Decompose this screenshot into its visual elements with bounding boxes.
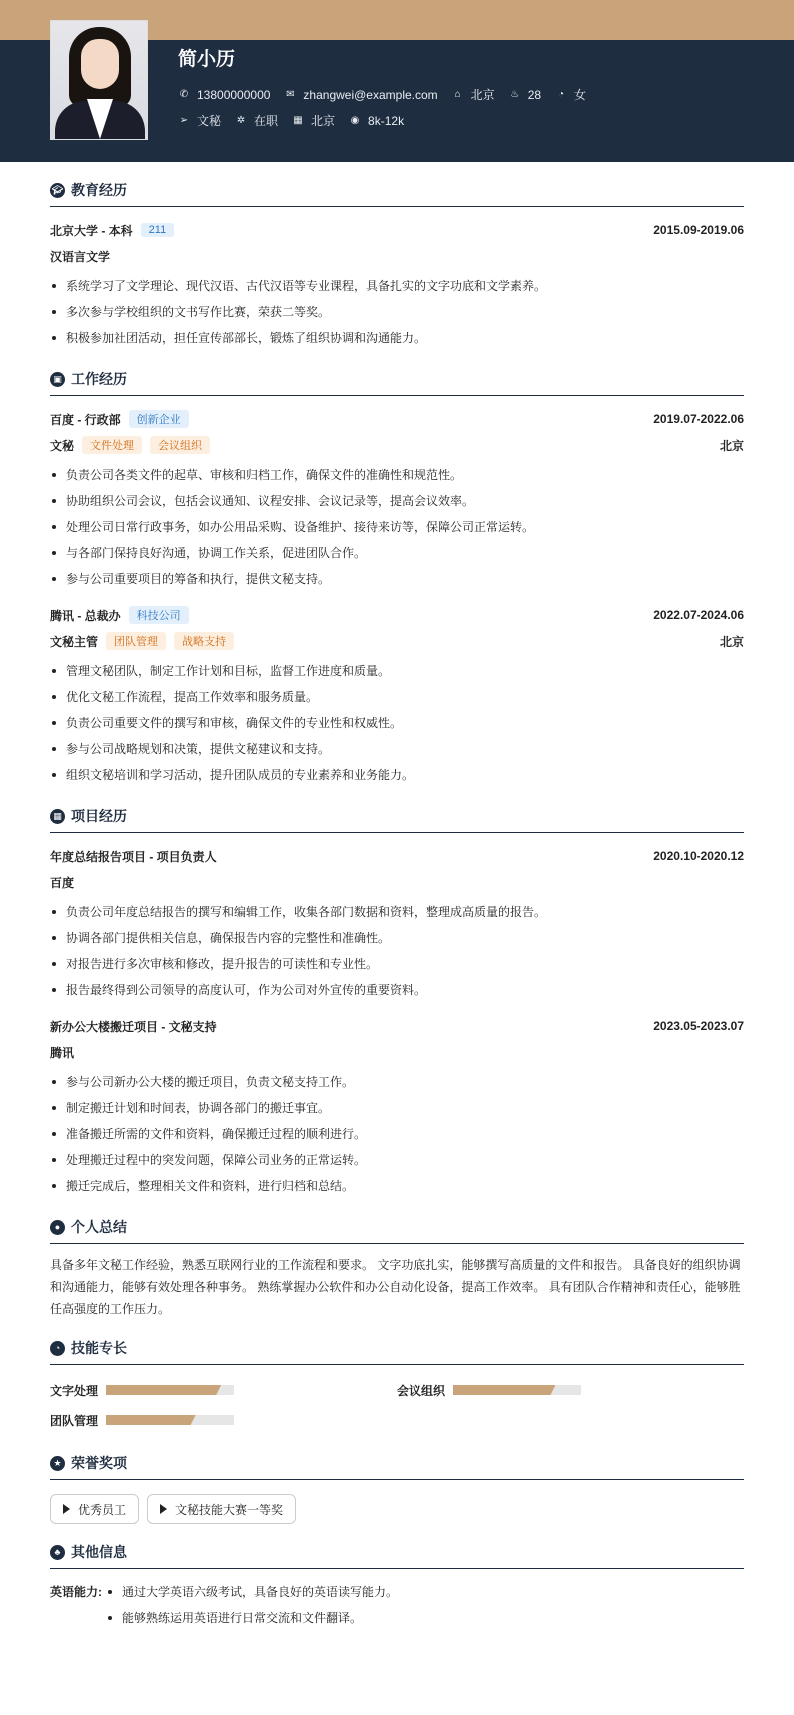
summary-text: 具备多年文秘工作经验，熟悉互联网行业的工作流程和要求。 文字功底扎实，能够撰写高质量的文件和报告。 具备良好的组织协调和沟通能力，能够有效处理各种事务。 熟练掌握办公软件和办公自动化设备，提高工作效率。 具有团队合作精神和责任心，能够胜任高强度的工作压力。 [50,1258,741,1316]
awards-section [50,1453,744,1524]
email-item: ✉ zhangwei@example.com [286,87,438,102]
list-item: 对报告进行多次审核和修改，提升报告的可读性和专业性。 [50,951,744,977]
job-role: 文秘 [50,438,75,453]
list-item: 协助组织公司会议，包括会议通知、议程安排、会议记录等，提高会议效率。 [50,488,744,514]
project-name: 新办公大楼搬迁项目 - 文秘支持 [50,1019,217,1034]
summary-section [50,1217,744,1320]
location-item: ⌂ 北京 [452,86,495,103]
section-title: 🎓︎ 教育经历 [50,180,744,207]
education-entry [50,217,744,351]
major: 汉语言文学 [50,249,111,264]
project-org: 腾讯 [50,1045,75,1060]
list-item: 负责公司各类文件的起草、审核和归档工作，确保文件的准确性和规范性。 [50,462,744,488]
list-item: 组织文秘培训和学习活动，提升团队成员的专业素养和业务能力。 [50,762,744,788]
skill-bar-fill [106,1385,221,1395]
project-period: 2020.10-2020.12 [653,849,744,863]
award-item: 文秘技能大赛一等奖 [147,1494,296,1524]
project-entry [50,1013,744,1199]
skill-item [50,1405,397,1435]
graduation-cap-icon: 🎓︎ [50,183,65,198]
awards-list [50,1494,744,1524]
resume-body [0,180,794,1631]
school-name: 北京大学 - 本科 [50,223,133,238]
section-title: ★ 荣誉奖项 [50,1453,744,1480]
award-item: 优秀员工 [50,1494,139,1524]
medal-icon: ★ [50,1456,65,1471]
position-item: ➢ 文秘 [179,114,222,128]
city-item: ▦ 北京 [293,114,336,128]
list-item: 负责公司重要文件的撰写和审核，确保文件的专业性和权威性。 [50,710,744,736]
skill-tag: 战略支持 [174,632,234,650]
other-info [50,1579,744,1631]
play-icon [160,1504,167,1514]
project-period: 2023.05-2023.07 [653,1019,744,1033]
list-item: 协调各部门提供相关信息，确保报告内容的完整性和准确性。 [50,925,744,951]
skills-list [50,1375,744,1435]
job-entry [50,406,744,592]
chart-icon: ◔ [50,1341,65,1356]
company-name: 百度 - 行政部 [50,412,121,427]
company-name: 腾讯 - 总裁办 [50,608,121,623]
list-item: 管理文秘团队，制定工作计划和目标，监督工作进度和质量。 [50,658,744,684]
company-tag: 创新企业 [129,410,189,428]
section-title: ● 个人总结 [50,1217,744,1244]
send-icon: ➢ [179,114,189,126]
section-title: ▦ 项目经历 [50,806,744,833]
mail-icon: ✉ [286,88,295,100]
list-item: 积极参加社团活动，担任宣传部部长，锻炼了组织协调和沟通能力。 [50,325,744,351]
list-item: 优化文秘工作流程，提高工作效率和服务质量。 [50,684,744,710]
play-icon [63,1504,70,1514]
projects-section [50,806,744,1199]
other-section [50,1542,744,1631]
list-item: 与各部门保持良好沟通，协调工作关系，促进团队合作。 [50,540,744,566]
section-title: ◔ 技能专长 [50,1338,744,1365]
skill-bar [106,1385,234,1395]
user-icon: ● [50,1220,65,1235]
profile-photo [50,20,148,140]
skill-bar-fill [106,1415,196,1425]
list-item: 制定搬迁计划和时间表，协调各部门的搬迁事宜。 [50,1095,744,1121]
people-icon: ♣ [50,1545,65,1560]
list-item: 报告最终得到公司领导的高度认可，作为公司对外宣传的重要资料。 [50,977,744,1003]
candidate-name: 简小历 [178,49,236,70]
section-title: ♣ 其他信息 [50,1542,744,1569]
list-item: 准备搬迁所需的文件和资料，确保搬迁过程的顺利进行。 [50,1121,744,1147]
section-title: ▣ 工作经历 [50,369,744,396]
project-bullets [50,1069,744,1199]
home-icon: ⌂ [454,88,461,100]
job-city: 北京 [719,438,744,453]
skill-bar-fill [453,1385,555,1395]
project-org: 百度 [50,875,75,890]
project-entry [50,843,744,1003]
skills-section [50,1338,744,1435]
coin-icon: ◉ [350,114,360,126]
age-item: ♨ 28 [510,87,542,102]
contact-row [178,86,600,103]
job-role: 文秘主管 [50,634,99,649]
list-item: 参与公司重要项目的筹备和执行，提供文秘支持。 [50,566,744,592]
skill-item [397,1375,744,1405]
list-item: 处理搬迁过程中的突发问题，保障公司业务的正常运转。 [50,1147,744,1173]
list-item: 系统学习了文学理论、现代汉语、古代汉语等专业课程，具备扎实的文字功底和文学素养。 [50,273,744,299]
list-item: 能够熟练运用英语进行日常交流和文件翻译。 [106,1605,398,1631]
list-item: 处理公司日常行政事务，如办公用品采购、设备维护、接待来访等，保障公司正常运转。 [50,514,744,540]
skill-tag: 会议组织 [150,436,210,454]
education-period: 2015.09-2019.06 [653,223,744,237]
phone-item: ✆ 13800000000 [179,87,271,102]
job-bullets [50,462,744,592]
cake-icon: ♨ [510,88,520,100]
building-icon: ▦ [293,114,303,126]
job-city: 北京 [719,634,744,649]
education-section [50,180,744,351]
list-item: 通过大学英语六级考试，具备良好的英语读写能力。 [106,1579,398,1605]
school-tag: 211 [141,223,175,237]
skill-tag: 团队管理 [106,632,166,650]
skill-item [50,1375,397,1405]
list-item: 搬迁完成后，整理相关文件和资料，进行归档和总结。 [50,1173,744,1199]
company-tag: 科技公司 [129,606,189,624]
job-bullets [50,658,744,788]
skill-label: 文字处理 [50,1383,99,1398]
list-item: 参与公司战略规划和决策，提供文秘建议和支持。 [50,736,744,762]
job-intent-row [178,112,418,129]
grid-icon: ▦ [50,809,65,824]
job-period: 2022.07-2024.06 [653,608,744,622]
status-icon: ✲ [236,114,246,126]
list-item: 多次参与学校组织的文书写作比赛，荣获二等奖。 [50,299,744,325]
gender-icon: ◔ [558,88,565,100]
english-bullets [106,1579,398,1631]
list-item: 负责公司年度总结报告的撰写和编辑工作，收集各部门数据和资料，整理成高质量的报告。 [50,899,744,925]
skill-bar [106,1415,234,1425]
project-name: 年度总结报告项目 - 项目负责人 [50,849,217,864]
resume-header [0,40,794,162]
gender-item: ◔ 女 [555,86,586,103]
education-bullets [50,273,744,351]
skill-label: 团队管理 [50,1413,99,1428]
job-period: 2019.07-2022.06 [653,412,744,426]
salary-item: ◉ 8k-12k [350,113,405,128]
skill-bar [453,1385,581,1395]
phone-icon: ✆ [179,88,189,100]
status-item: ✲ 在职 [236,114,279,128]
skill-label: 会议组织 [397,1383,446,1398]
list-item: 参与公司新办公大楼的搬迁项目，负责文秘支持工作。 [50,1069,744,1095]
briefcase-icon: ▣ [50,372,65,387]
work-section [50,369,744,788]
project-bullets [50,899,744,1003]
job-entry [50,602,744,788]
skill-tag: 文件处理 [82,436,142,454]
english-label: 英语能力: [50,1585,102,1599]
